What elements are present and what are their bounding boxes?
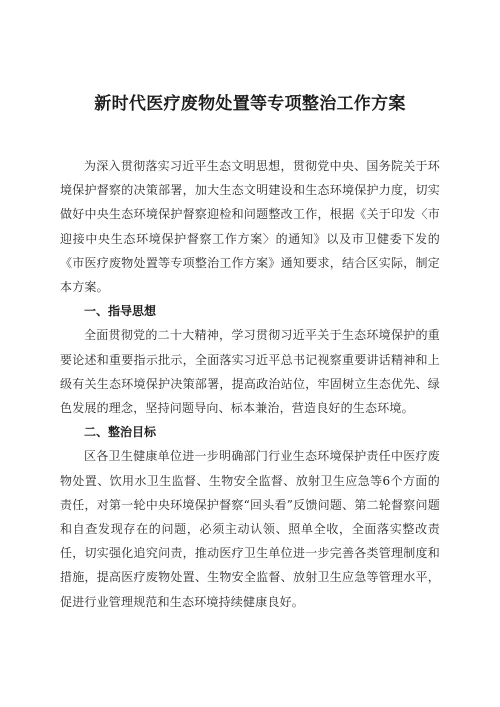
section-body-guiding-ideology: 全面贯彻党的二十大精神，学习贯彻习近平关于生态环境保护的重要论述和重要指示批示，全面落实习近平总书记视察重要讲话精神和上级有关生态环境保护决策部署，提高政治站位，牢固树立生态优先、绿色发展的理念，坚持问题导向、标本兼治，营造良好的生态环境。 xyxy=(60,328,440,416)
section-body-rectification-goals: 区各卫生健康单位进一步明确部门行业生态环境保护责任中医疗废物处置、饮用水卫生监督、生物安全监督、放射卫生应急等6个方面的责任，对第一轮中央环境保护督察“回头看”反馈问题、第二轮督察问题和自查发现存在的问题，必须主动认领、照单全收，全面落实整改责任，切实强化追究问责，推动医疗卫生单位进一步完善各类管理制度和措施，提高医疗废物处置、生物安全监督、放射卫生应急等管理水平，促进行业管理规范和生态环境持续健康良好。 xyxy=(60,449,440,609)
section-heading-rectification-goals: 二、整治目标 xyxy=(84,425,157,440)
section-heading-guiding-ideology: 一、指导思想 xyxy=(84,304,157,319)
document-title: 新时代医疗废物处置等专项整治工作方案 xyxy=(94,94,406,114)
intro-paragraph: 为深入贯彻落实习近平生态文明思想，贯彻党中央、国务院关于环境保护督察的决策部署，加大生态文明建设和生态环境保护力度，切实做好中央生态环境保护督察迎检和问题整改工作，根据《关于印发〈市迎接中央生态环境保护督察工作方案〉的通知》以及市卫健委下发的《市医疗废物处置等专项整治工作方案》通知要求，结合区实际，制定本方案。 xyxy=(60,159,440,295)
